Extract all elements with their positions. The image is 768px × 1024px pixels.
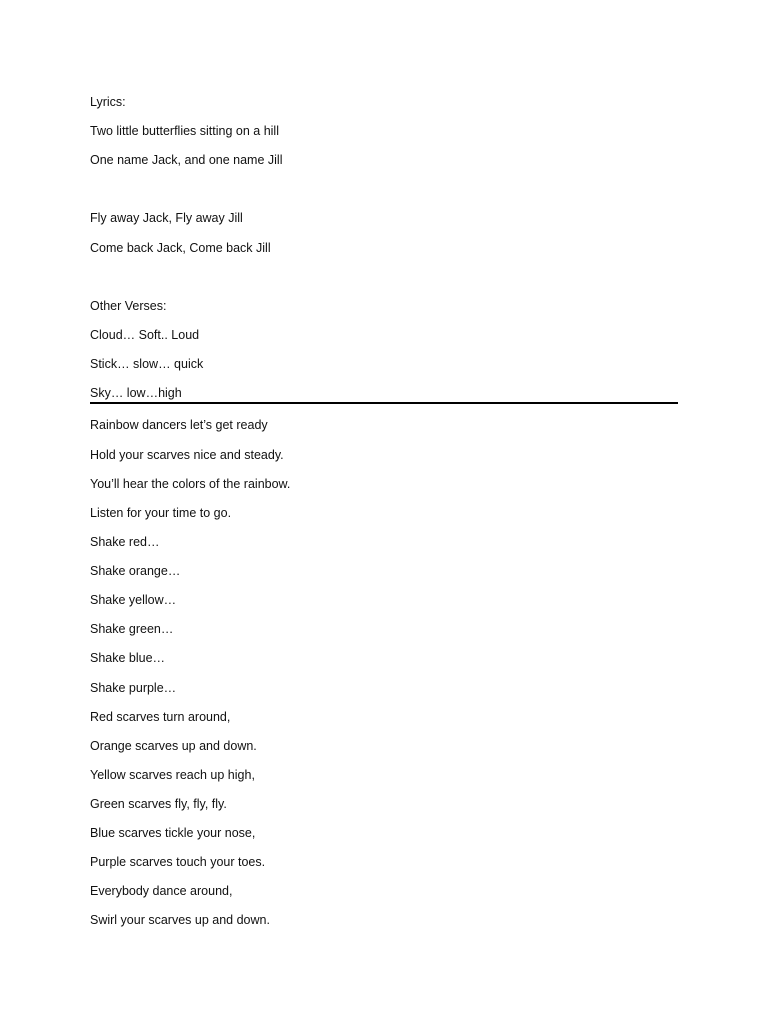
song-line: Shake orange… bbox=[90, 564, 181, 578]
verse-line: Stick… slow… quick bbox=[90, 357, 204, 371]
lyric-line: Fly away Jack, Fly away Jill bbox=[90, 211, 243, 225]
verse-line: Cloud… Soft.. Loud bbox=[90, 328, 200, 342]
lyrics-heading: Lyrics: bbox=[90, 95, 126, 109]
song-line: Shake blue… bbox=[90, 651, 166, 665]
song-line: Purple scarves touch your toes. bbox=[90, 855, 266, 869]
lyric-line: Two little butterflies sitting on a hill bbox=[90, 124, 279, 138]
song-line: Hold your scarves nice and steady. bbox=[90, 448, 284, 462]
song-line: Shake red… bbox=[90, 535, 160, 549]
song-line: Blue scarves tickle your nose, bbox=[90, 826, 256, 840]
song-line: Everybody dance around, bbox=[90, 884, 233, 898]
song-line: Orange scarves up and down. bbox=[90, 739, 257, 753]
song-line: You’ll hear the colors of the rainbow. bbox=[90, 477, 291, 491]
song-line: Shake yellow… bbox=[90, 593, 177, 607]
song-line: Shake purple… bbox=[90, 681, 177, 695]
verse-line: Sky… low…high bbox=[90, 386, 182, 400]
section-divider bbox=[90, 402, 678, 404]
other-verses-heading: Other Verses: bbox=[90, 299, 167, 313]
song-line: Yellow scarves reach up high, bbox=[90, 768, 255, 782]
song-line: Green scarves fly, fly, fly. bbox=[90, 797, 227, 811]
lyric-line: Come back Jack, Come back Jill bbox=[90, 241, 271, 255]
song-line: Listen for your time to go. bbox=[90, 506, 232, 520]
song-line: Shake green… bbox=[90, 622, 174, 636]
song-line: Swirl your scarves up and down. bbox=[90, 913, 270, 927]
lyric-line: One name Jack, and one name Jill bbox=[90, 153, 283, 167]
song-line: Rainbow dancers let’s get ready bbox=[90, 418, 268, 432]
song-line: Red scarves turn around, bbox=[90, 710, 231, 724]
